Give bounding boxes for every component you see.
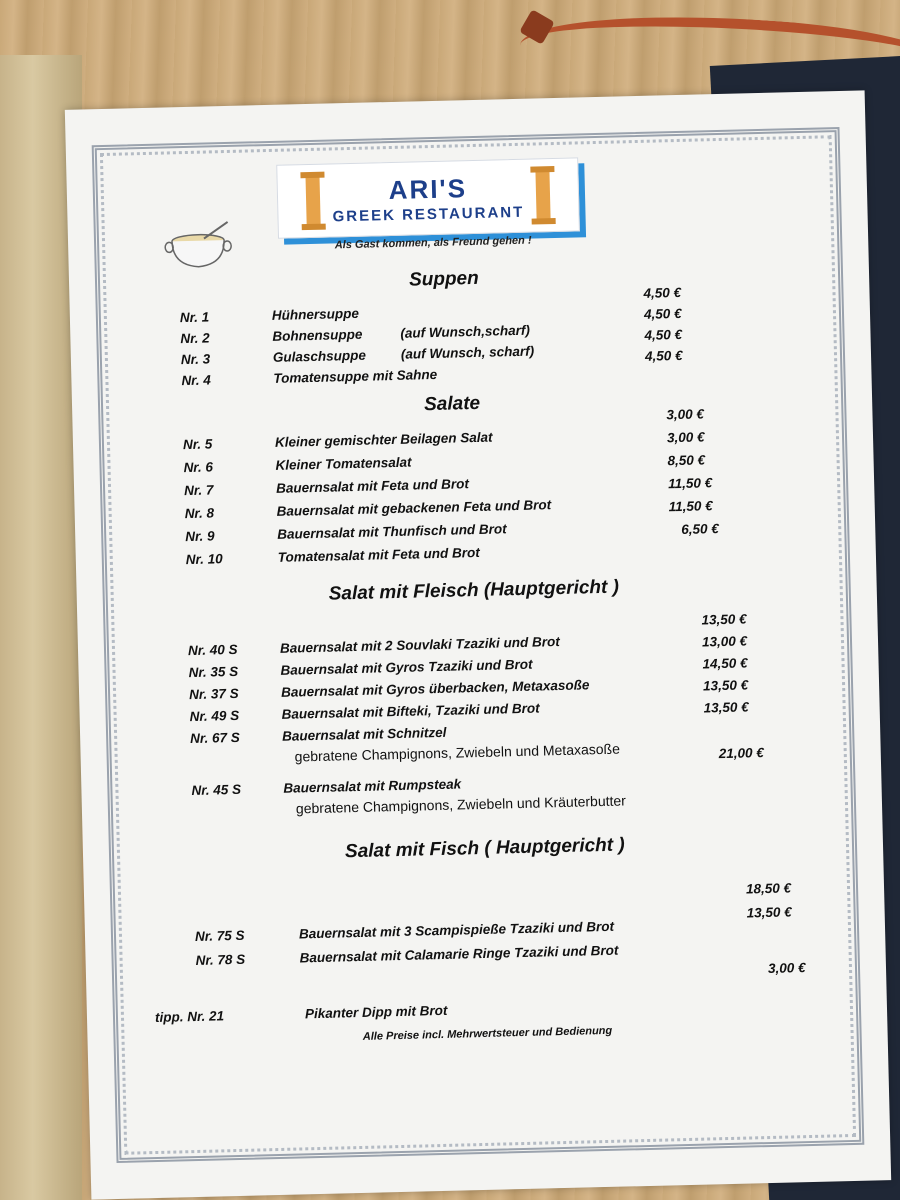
item-price: 14,50 € (702, 655, 748, 672)
item-name: Bauernsalat mit 2 Souvlaki Tzaziki und Brot (279, 634, 560, 656)
item-name: Bauernsalat mit Thunfisch und Brot (277, 521, 507, 542)
section-title-suppen: Suppen (408, 267, 479, 291)
item-name: Bauernsalat mit Calamarie Ringe Tzaziki und Brot (299, 942, 619, 966)
item-note: (auf Wunsch,scharf) (400, 322, 531, 341)
item-number: Nr. 7 (183, 482, 214, 499)
item-price: 3,00 € (666, 406, 705, 423)
item-name: Bauernsalat mit Gyros überbacken, Metaxasoße (280, 677, 590, 700)
item-number: Nr. 10 (185, 551, 223, 568)
item-number: Nr. 8 (184, 505, 215, 522)
tagline: Als Gast kommen, als Freund gehen ! (334, 234, 532, 252)
item-number: tipp. Nr. 21 (154, 1008, 225, 1026)
item-name: Tomatensalat mit Feta und Brot (277, 544, 480, 565)
item-price: 11,50 € (668, 498, 713, 515)
item-name: Bauernsalat mit Bifteki, Tzaziki und Brot (281, 700, 540, 722)
item-number: Nr. 35 S (188, 663, 239, 681)
item-price: 4,50 € (644, 326, 683, 343)
item-name: Bauernsalat mit gebackenen Feta und Brot (276, 497, 552, 519)
item-number: Nr. 37 S (188, 685, 239, 703)
item-price: 13,50 € (702, 677, 749, 694)
item-name: Bauernsalat mit Rumpsteak (283, 776, 462, 796)
item-price: 13,50 € (746, 904, 792, 921)
item-name: Kleiner gemischter Beilagen Salat (274, 429, 493, 450)
item-number: Nr. 2 (180, 330, 210, 347)
item-name: Bauernsalat mit 3 Scampispieße Tzaziki und Brot (298, 918, 615, 942)
item-number: Nr. 1 (179, 309, 210, 326)
item-name: Bauernsalat mit Schnitzel (281, 724, 447, 744)
item-number: Nr. 40 S (187, 641, 238, 659)
item-price: 6,50 € (681, 521, 719, 537)
item-price: 13,50 € (703, 699, 749, 716)
item-name: Tomatensuppe mit Sahne (273, 366, 438, 386)
item-number: Nr. 67 S (190, 729, 240, 747)
restaurant-name: ARI'S (388, 173, 468, 206)
item-number: Nr. 6 (183, 459, 214, 476)
item-number: Nr. 75 S (194, 927, 245, 944)
item-price: 13,00 € (701, 633, 748, 650)
item-number: Nr. 78 S (195, 951, 246, 968)
item-number: Nr. 9 (185, 528, 215, 545)
item-number: Nr. 45 S (191, 781, 242, 799)
item-name: Pikanter Dipp mit Brot (304, 1002, 448, 1022)
item-price: 4,50 € (643, 305, 682, 322)
item-name: Gulaschsuppe (272, 347, 367, 365)
item-number: Nr. 5 (182, 436, 213, 453)
item-price: 4,50 € (644, 347, 683, 364)
section-title-salate: Salate (423, 392, 481, 416)
restaurant-logo (276, 157, 580, 238)
item-name: Bauernsalat mit Feta und Brot (275, 476, 470, 496)
item-note: (auf Wunsch, scharf) (400, 343, 535, 362)
item-price: 4,50 € (643, 284, 682, 301)
item-description: gebratene Champignons, Zwiebeln und Metaxasoße (294, 740, 621, 765)
item-price: 18,50 € (745, 880, 792, 897)
section-title-fisch: Salat mit Fisch ( Hauptgericht ) (344, 834, 625, 863)
section-title-fleisch: Salat mit Fleisch (Hauptgericht ) (328, 576, 620, 605)
item-name: Bauernsalat mit Gyros Tzaziki und Brot (280, 656, 533, 678)
item-price: 21,00 € (718, 745, 764, 762)
item-price: 3,00 € (666, 429, 705, 446)
item-price: 8,50 € (667, 452, 706, 469)
item-number: Nr. 3 (180, 351, 211, 368)
item-number: Nr. 4 (181, 372, 211, 389)
item-name: Hühnersuppe (271, 305, 360, 323)
item-price: 13,50 € (701, 611, 747, 628)
item-price: 3,00 € (767, 960, 806, 977)
soup-bowl-icon (157, 214, 238, 276)
restaurant-subtitle: GREEK RESTAURANT (332, 203, 525, 226)
item-number: Nr. 49 S (189, 707, 240, 725)
item-price: 11,50 € (667, 475, 713, 492)
item-name: Bohnensuppe (272, 326, 363, 344)
menu-page (65, 90, 891, 1199)
item-name: Kleiner Tomatensalat (275, 454, 412, 473)
item-description: gebratene Champignons, Zwiebeln und Kräuterbutter (295, 792, 627, 817)
footer-note: Alle Preise incl. Mehrwertsteuer und Bedienung (362, 1024, 613, 1043)
